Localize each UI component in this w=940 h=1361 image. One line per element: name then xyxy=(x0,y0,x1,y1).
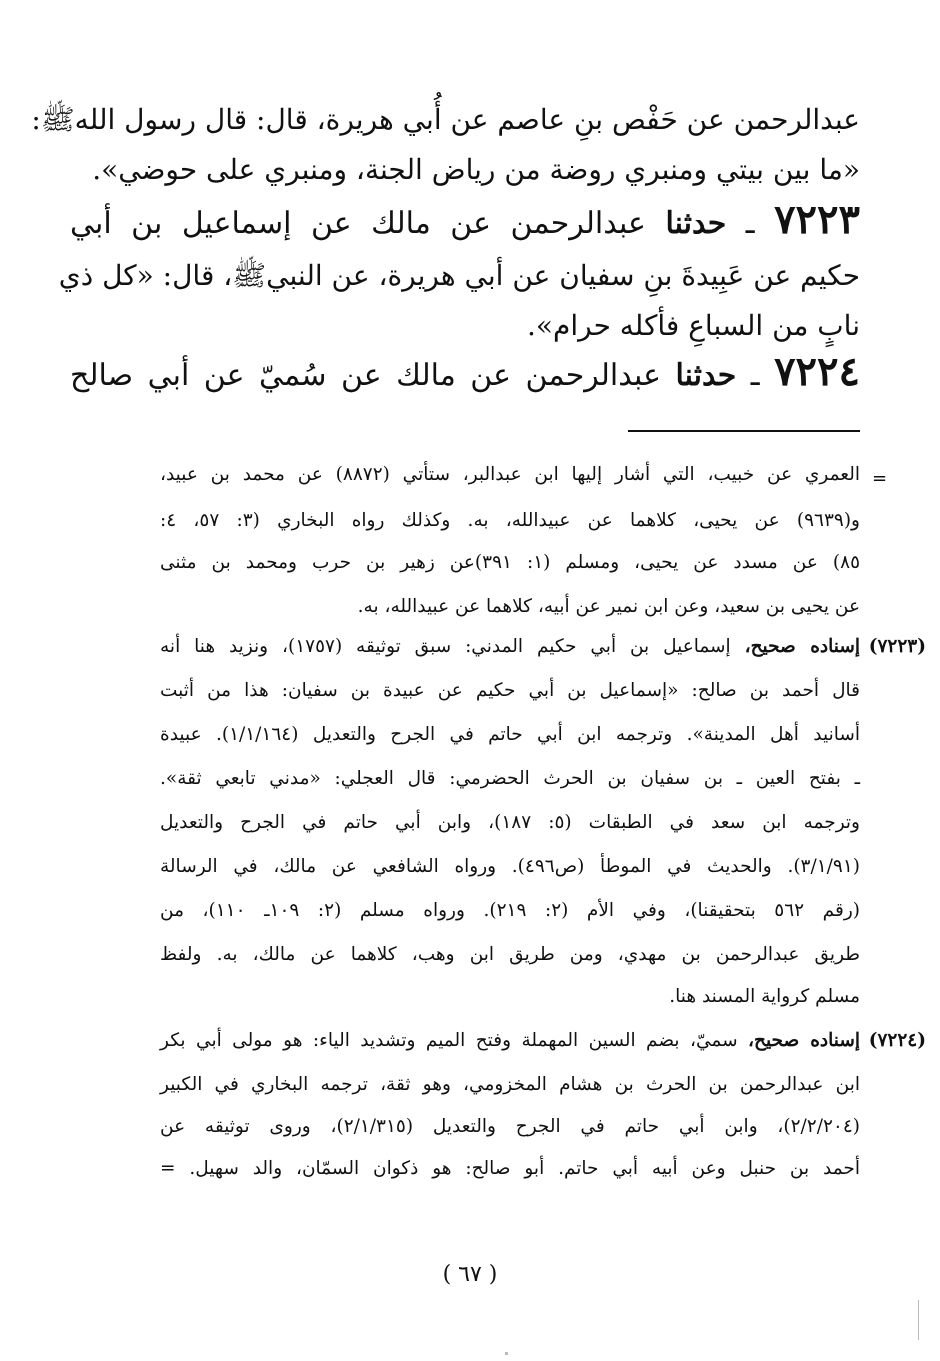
hadith-lead-word: حدثنا xyxy=(675,358,737,393)
hadith-number: ٧٢٢٤ xyxy=(774,348,860,395)
footnote-line: طريق عبدالرحمن بن مهدي، ومن طريق ابن وهب، كلاهما عن مالك، به. ولفظ xyxy=(160,944,860,965)
footnote-lead: إسناده صحيح، xyxy=(744,636,860,657)
footnote-line: العمري عن خبيب، التي أشار إليها ابن عبدالبر، ستأتي (٨٨٧٢) عن محمد بن عبيد، xyxy=(160,464,860,485)
scan-artifact xyxy=(918,1300,919,1340)
footnote-line: (٣/١/٩١). والحديث في الموطأ (ص٤٩٦). ورواه الشافعي عن مالك، في الرسالة xyxy=(160,856,860,877)
page-number: ( ٦٧ ) xyxy=(442,1262,498,1287)
footnote-line: ٨٥) عن مسدد عن يحيى، ومسلم (١: ٣٩١)عن زهير بن حرب ومحمد بن مثنى xyxy=(160,552,861,573)
main-text-line: «ما بين بيتي ومنبري روضة من رياض الجنة، ومنبري على حوضي». xyxy=(92,153,860,186)
continuation-mark: = xyxy=(872,468,888,489)
footnote-line: عن يحيى بن سعيد، وعن ابن نمير عن أبيه، كلاهما عن عبيدالله، به. xyxy=(357,596,860,617)
main-text-line: نابٍ من السباعِ فأكله حرام». xyxy=(526,309,860,342)
footnote-line: ـ بفتح العين ـ بن سفيان بن الحرث الحضرمي: قال العجلي: «مدني تابعي ثقة». xyxy=(160,768,860,789)
footnote-line: أسانيد أهل المدينة». وترجمه ابن أبي حاتم في الجرح والتعديل (١/١/١٦٤). عبيدة xyxy=(160,724,860,745)
scan-artifact xyxy=(505,1352,508,1355)
footnote-7223: (٧٢٢٣) إسناده صحيح، إسماعيل بن أبي حكيم المدني: سبق توثيقه (١٧٥٧)، ونزيد هنا أنه xyxy=(160,630,860,666)
hadith-number: ٧٢٢٣ xyxy=(774,196,860,243)
main-text-line: عبدالرحمن عن حَفْص بنِ عاصم عن أُبي هريرة، قال: قال رسول اللهﷺ: xyxy=(31,103,860,136)
footnote-line: أحمد بن حنبل وعن أبيه أبي حاتم. أبو صالح: هو ذكوان السمّان، والد سهيل. = xyxy=(160,1158,860,1179)
footnote-separator xyxy=(628,430,860,432)
footnote-lead: إسناده صحيح، xyxy=(748,1030,860,1051)
footnote-line: (رقم ٥٦٢ بتحقيقنا)، وفي الأم (٢: ٢١٩). ورواه مسلم (٢: ١٠٩ـ ١١٠)، من xyxy=(160,900,860,921)
footnote-line: و(٩٦٣٩) عن يحيى، كلاهما عن عبيدالله، به. وكذلك رواه البخاري (٣: ٥٧، ٤: xyxy=(160,510,860,531)
footnote-ref: (٧٢٢٣) xyxy=(868,636,926,657)
footnote-ref: (٧٢٢٤) xyxy=(868,1030,926,1051)
footnote-line: وترجمه ابن سعد في الطبقات (٥: ١٨٧)، وابن أبي حاتم في الجرح والتعديل xyxy=(160,812,860,833)
footnote-line: (٢/٢/٢٠٤)، وابن أبي حاتم في الجرح والتعديل (٢/١/٣١٥)، وروى توثيقه عن xyxy=(160,1116,860,1137)
footnote-line: قال أحمد بن صالح: «إسماعيل بن أبي حكيم عن عبيدة بن سفيان: هذا من أثبت xyxy=(160,680,860,701)
main-text-line: حكيم عن عَبِيدةَ بنِ سفيان عن أبي هريرة، عن النبيﷺ، قال: «كل ذي xyxy=(58,259,860,292)
footnote-line: مسلم كرواية المسند هنا. xyxy=(669,986,860,1007)
hadith-lead-word: حدثنا xyxy=(665,206,727,241)
hadith-7223-line: ٧٢٢٣ ـ حدثنا عبدالرحمن عن مالك عن إسماعيل بن أبي xyxy=(70,196,860,243)
footnote-7224: (٧٢٢٤) إسناده صحيح، سميّ، بضم السين المهملة وفتح الميم وتشديد الياء: هو مولى أبي بكر xyxy=(160,1024,860,1060)
footnote-line: ابن عبدالرحمن بن الحرث بن هشام المخزومي، وهو ثقة، ترجمه البخاري في الكبير xyxy=(160,1074,860,1095)
hadith-7224-line: ٧٢٢٤ ـ حدثنا عبدالرحمن عن مالك عن سُميّ عن أبي صالح xyxy=(70,348,860,395)
